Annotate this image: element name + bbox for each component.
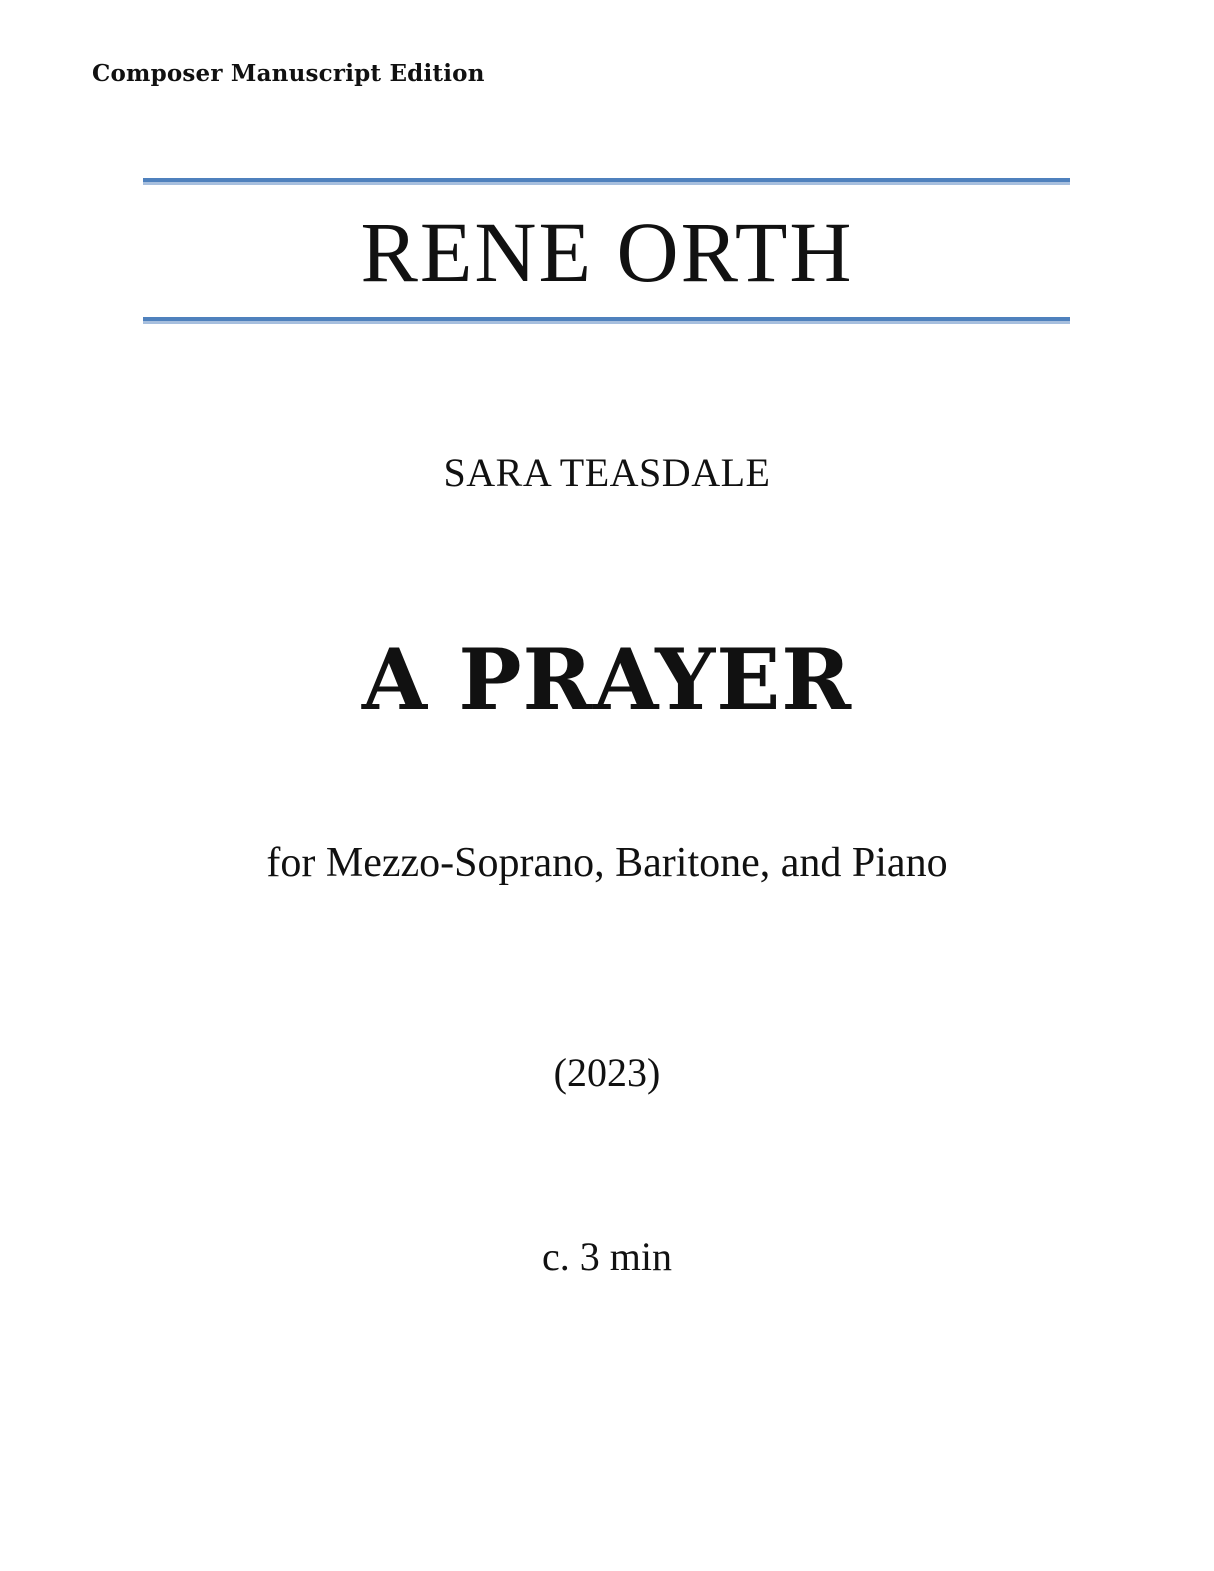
instrumentation: for Mezzo-Soprano, Baritone, and Piano bbox=[266, 840, 948, 886]
work-title: A PRAYER bbox=[361, 630, 853, 729]
edition-label: Composer Manuscript Edition bbox=[92, 60, 485, 87]
bottom-rule bbox=[143, 317, 1070, 324]
composition-year: (2023) bbox=[553, 1050, 661, 1095]
duration: c. 3 min bbox=[542, 1234, 672, 1279]
top-rule bbox=[143, 178, 1070, 185]
composer-name: RENE ORTH bbox=[360, 204, 854, 300]
poet-name: SARA TEASDALE bbox=[443, 450, 771, 495]
